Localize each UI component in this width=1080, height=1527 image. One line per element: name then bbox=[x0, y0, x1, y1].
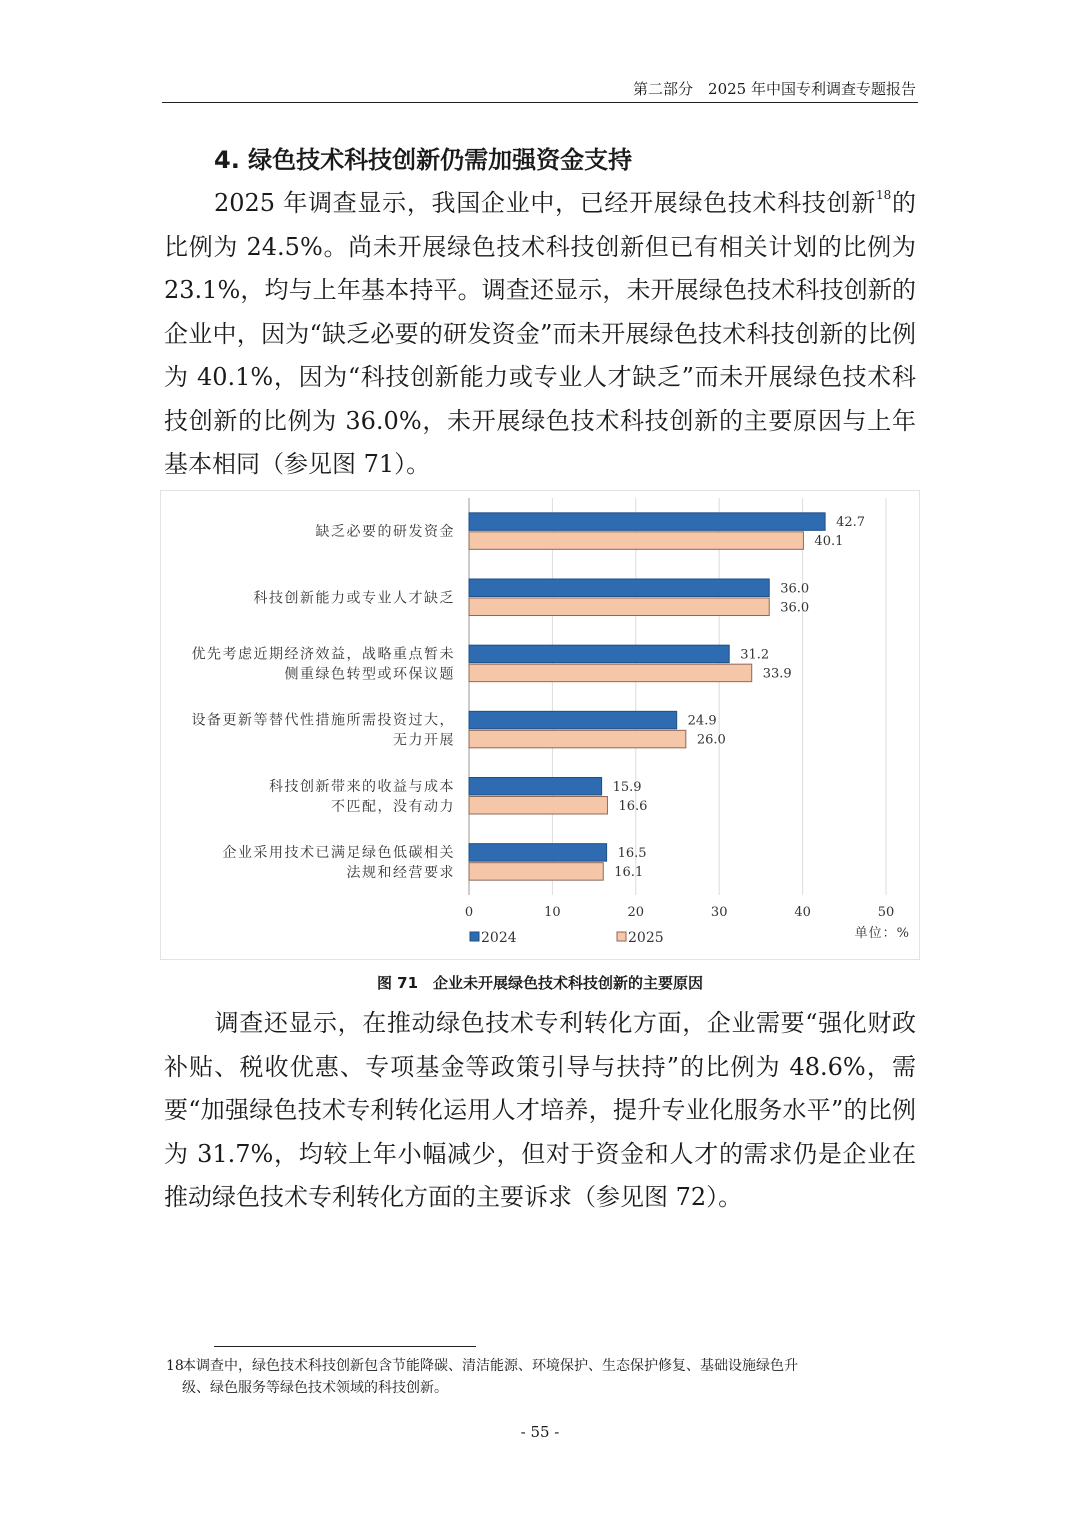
data-label: 16.1 bbox=[614, 864, 644, 880]
bar bbox=[469, 797, 607, 815]
category-label: 不匹配，没有动力 bbox=[331, 798, 455, 815]
x-tick-label: 40 bbox=[794, 905, 811, 920]
bar bbox=[469, 579, 769, 597]
unit-label: 单位：% bbox=[854, 926, 910, 941]
body-paragraph-2 bbox=[164, 1002, 916, 1220]
running-header-text: 第二部分 2025 年中国专利调查专题报告 bbox=[633, 80, 916, 98]
footnote-divider bbox=[214, 1346, 476, 1347]
bar bbox=[469, 711, 677, 729]
bar bbox=[469, 598, 769, 616]
data-label: 33.9 bbox=[762, 666, 792, 682]
legend-label: 2025 bbox=[628, 930, 664, 946]
figure-71-chart bbox=[160, 490, 920, 960]
paragraph-2-text: 调查还显示，在推动绿色技术专利转化方面，企业需要“强化财政补贴、税收优惠、专项基金等政策引导与扶持”的比例为 48.6%，需要“加强绿色技术专利转化运用人才培养，提升专业化服务水平”的比例为 31.7%，均较上年小幅减少，但对于资金和人才的需求仍是企业在推动绿色技术专利转化方面的主要诉求（参见图 72）。 bbox=[164, 1009, 916, 1211]
data-label: 24.9 bbox=[687, 713, 717, 729]
bar bbox=[469, 844, 607, 862]
x-tick-label: 20 bbox=[627, 905, 645, 920]
body-paragraph-1 bbox=[164, 182, 916, 487]
paragraph-1-text-b: 的比例为 24.5%。尚未开展绿色技术科技创新但已有相关计划的比例为 23.1%，均与上年基本持平。调查还显示，未开展绿色技术科技创新的企业中，因为“缺乏必要的研发资金”而未开展绿色技术科技创新的比例为 40.1%，因为“科技创新能力或专业人才缺乏”而未开展绿色技术科技创新的比例为 36.0%，未开展绿色技术科技创新的主要原因与上年基本相同（参见图 71）。 bbox=[164, 189, 916, 478]
data-label: 15.9 bbox=[612, 779, 642, 795]
footnote-line-2: 级、绿色服务等绿色技术领域的科技创新。 bbox=[182, 1380, 448, 1396]
category-label: 侧重绿色转型或环保议题 bbox=[284, 666, 455, 683]
bar-chart-svg bbox=[160, 490, 920, 960]
legend-swatch bbox=[617, 932, 626, 941]
bar bbox=[469, 532, 803, 550]
category-label: 优先考虑近期经济效益，战略重点暂未 bbox=[191, 646, 455, 663]
legend-swatch bbox=[470, 932, 479, 941]
data-label: 40.1 bbox=[814, 534, 844, 550]
x-tick-label: 30 bbox=[710, 905, 728, 920]
category-label: 缺乏必要的研发资金 bbox=[315, 524, 455, 541]
x-tick-label: 0 bbox=[464, 905, 474, 920]
data-label: 42.7 bbox=[836, 515, 866, 531]
data-label: 16.5 bbox=[617, 845, 647, 861]
footnote-ref-18[interactable]: 18 bbox=[876, 188, 892, 202]
data-label: 16.6 bbox=[618, 798, 648, 814]
category-label: 科技创新带来的收益与成本 bbox=[269, 778, 455, 795]
footnote-line-1: 本调查中，绿色技术科技创新包含节能降碳、清洁能源、环境保护、生态保护修复、基础设施绿色升 bbox=[182, 1358, 798, 1374]
data-label: 31.2 bbox=[740, 647, 770, 663]
bar bbox=[469, 778, 602, 796]
x-tick-label: 50 bbox=[877, 905, 895, 920]
bar bbox=[469, 513, 825, 531]
bar bbox=[469, 645, 729, 663]
section-heading: 4. 绿色技术科技创新仍需加强资金支持 bbox=[214, 146, 633, 174]
footnote-18 bbox=[166, 1355, 918, 1399]
bar bbox=[469, 730, 686, 748]
category-label: 科技创新能力或专业人才缺乏 bbox=[253, 590, 455, 607]
data-label: 26.0 bbox=[696, 732, 726, 748]
footnote-number: 18 bbox=[166, 1358, 184, 1374]
category-label: 法规和经营要求 bbox=[346, 864, 455, 881]
figure-caption: 图 71 企业未开展绿色技术科技创新的主要原因 bbox=[376, 974, 704, 992]
data-label: 36.0 bbox=[780, 600, 810, 616]
legend-label: 2024 bbox=[481, 930, 517, 946]
category-label: 企业采用技术已满足绿色低碳相关 bbox=[222, 844, 455, 861]
category-label: 设备更新等替代性措施所需投资过大， bbox=[191, 712, 455, 729]
bar bbox=[469, 664, 752, 682]
x-tick-label: 10 bbox=[544, 905, 561, 920]
page-number: - 55 - bbox=[520, 1423, 560, 1441]
running-header bbox=[162, 76, 918, 103]
bar bbox=[469, 863, 603, 881]
data-label: 36.0 bbox=[780, 581, 810, 597]
category-label: 无力开展 bbox=[393, 732, 455, 749]
paragraph-1-text-a: 2025 年调查显示，我国企业中，已经开展绿色技术科技创新 bbox=[214, 189, 877, 217]
